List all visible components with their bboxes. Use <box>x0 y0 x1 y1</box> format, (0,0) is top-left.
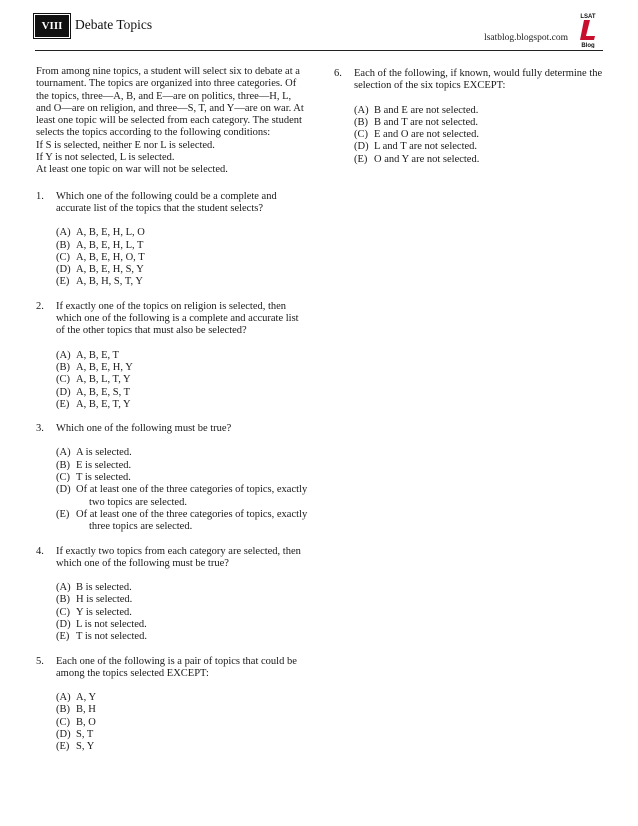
passage-text: From among nine topics, a student will select six to debate at a tournament. The topics are organized into three categories. Of the topics, three—A, B, and E—are on politics, three—H, L, and O—are on religion, and three—S, T, and Y—are on war. At least one topic will be selected from each category. The student selects the topics according to the following conditions: <box>36 66 304 139</box>
answer-choices <box>354 105 604 166</box>
choice-text: E is selected. <box>76 459 132 471</box>
svg-text:LSAT: LSAT <box>580 14 596 20</box>
answer-choices <box>56 227 308 288</box>
choice-letter: (C) <box>56 374 70 386</box>
choice-letter: (D) <box>56 729 71 741</box>
answer-choice[interactable] <box>56 704 308 716</box>
condition-2: If Y is not selected, L is selected. <box>36 152 175 164</box>
choice-letter: (B) <box>56 361 70 373</box>
answer-choice[interactable] <box>56 374 308 386</box>
passage <box>36 66 308 177</box>
answer-choice[interactable] <box>56 619 308 631</box>
choice-letter: (B) <box>56 239 70 251</box>
svg-text:Blog: Blog <box>581 43 595 48</box>
choice-letter: (A) <box>354 104 369 116</box>
choice-letter: (E) <box>56 276 70 288</box>
page-title: Debate Topics <box>75 17 153 32</box>
answer-choice[interactable] <box>56 387 308 399</box>
answer-choices <box>56 350 308 411</box>
choice-text: L and T are not selected. <box>374 141 478 153</box>
choice-letter: (E) <box>56 398 70 410</box>
header-divider <box>35 50 603 51</box>
choice-text: B, O <box>76 716 96 728</box>
choice-text: L is not selected. <box>76 618 147 630</box>
answer-choice[interactable] <box>56 399 308 411</box>
choice-text: O and Y are not selected. <box>374 153 480 165</box>
answer-choices <box>56 447 308 533</box>
answer-choice[interactable] <box>56 252 308 264</box>
choice-text: A, B, E, H, S, Y <box>76 264 144 276</box>
choice-letter: (E) <box>56 508 70 520</box>
choice-text: S, T <box>76 729 94 741</box>
condition-3: At least one topic on war will not be selected. <box>36 164 228 176</box>
question-stem: Which one of the following must be true? <box>56 423 232 435</box>
choice-letter: (D) <box>56 264 71 276</box>
question-stem: Which one of the following could be a complete and accurate list of the topics that the student selects? <box>56 190 277 214</box>
section-number-badge: VIII <box>35 15 69 37</box>
question-2 <box>36 301 308 411</box>
choice-text: B is selected. <box>76 582 132 594</box>
choice-letter: (C) <box>56 716 70 728</box>
choice-text: S, Y <box>76 741 95 753</box>
question-stem: If exactly one of the topics on religion is selected, then which one of the following is a complete and accurate list of the other topics that must also be selected? <box>56 300 299 337</box>
choice-text: A, B, E, S, T <box>76 386 131 398</box>
choice-text: A, B, E, T <box>76 349 119 361</box>
answer-choice[interactable] <box>56 460 308 472</box>
choice-text: A, B, L, T, Y <box>76 374 131 386</box>
choice-text: A, B, E, H, Y <box>76 361 133 373</box>
question-number: 4. <box>36 545 44 557</box>
question-number: 5. <box>36 655 44 667</box>
choice-text: T is not selected. <box>76 631 147 643</box>
choice-letter: (C) <box>56 606 70 618</box>
choice-text: A, B, H, S, T, Y <box>76 276 143 288</box>
choice-letter: (C) <box>354 129 368 141</box>
condition-1: If S is selected, neither E nor L is selected. <box>36 139 215 151</box>
right-column <box>334 66 604 166</box>
answer-choice[interactable] <box>56 227 308 239</box>
question-stem: Each one of the following is a pair of topics that could be among the topics selected EXCEPT: <box>56 655 297 679</box>
question-6 <box>334 68 604 166</box>
answer-choice[interactable] <box>56 607 308 619</box>
answer-choice[interactable] <box>56 447 308 459</box>
choice-letter: (A) <box>56 349 71 361</box>
choice-letter: (D) <box>354 141 369 153</box>
choice-letter: (D) <box>56 484 71 496</box>
answer-choice[interactable] <box>56 741 308 753</box>
choice-letter: (B) <box>56 704 70 716</box>
choice-letter: (A) <box>56 447 71 459</box>
choice-text-line: Of at least one of the three categories of topics, exactly <box>76 484 308 496</box>
choice-letter: (D) <box>56 386 71 398</box>
question-number: 2. <box>36 300 44 312</box>
answer-choice[interactable] <box>354 154 604 166</box>
choice-text: Y is selected. <box>76 606 132 618</box>
choice-text: B and E are not selected. <box>374 104 479 116</box>
answer-choice[interactable] <box>56 729 308 741</box>
question-stem: If exactly two topics from each category are selected, then which one of the following must be true? <box>56 545 301 569</box>
answer-choice[interactable] <box>56 717 308 729</box>
choice-text <box>76 509 308 534</box>
choice-text-continuation: three topics are selected. <box>89 521 193 533</box>
choice-letter: (A) <box>56 227 71 239</box>
choice-text <box>76 484 308 509</box>
choice-letter: (A) <box>56 582 71 594</box>
answer-choice[interactable] <box>56 484 308 509</box>
question-3 <box>36 423 308 533</box>
choice-letter: (A) <box>56 692 71 704</box>
answer-choice[interactable] <box>354 129 604 141</box>
choice-letter: (C) <box>56 251 70 263</box>
choice-text: A, Y <box>76 692 97 704</box>
choice-text-continuation: two topics are selected. <box>89 496 187 508</box>
choice-letter: (B) <box>56 594 70 606</box>
left-column <box>36 66 308 754</box>
lsat-blog-logo <box>575 12 601 48</box>
question-number: 1. <box>36 190 44 202</box>
question-5 <box>36 656 308 754</box>
answer-choice[interactable] <box>56 264 308 276</box>
choice-letter: (C) <box>56 472 70 484</box>
answer-choice[interactable] <box>56 631 308 643</box>
choice-text-line: Of at least one of the three categories of topics, exactly <box>76 508 308 520</box>
question-number: 6. <box>334 68 342 79</box>
choice-letter: (E) <box>354 153 368 165</box>
answer-choice[interactable] <box>354 117 604 129</box>
choice-text: A is selected. <box>76 447 132 459</box>
question-number: 3. <box>36 423 44 435</box>
answer-choice[interactable] <box>56 276 308 288</box>
answer-choice[interactable] <box>354 105 604 117</box>
choice-letter: (D) <box>56 618 71 630</box>
choice-text: T is selected. <box>76 472 131 484</box>
choice-text: H is selected. <box>76 594 133 606</box>
answer-choice[interactable] <box>56 472 308 484</box>
answer-choice[interactable] <box>56 362 308 374</box>
choice-letter: (E) <box>56 631 70 643</box>
question-stem: Each of the following, if known, would fully determine the selection of the six topics EXCEPT: <box>354 68 603 92</box>
answer-choice[interactable] <box>56 509 308 534</box>
choice-text: B and T are not selected. <box>374 116 478 128</box>
blog-url[interactable]: lsatblog.blogspot.com <box>484 33 568 43</box>
answer-choices <box>56 692 308 753</box>
answer-choice[interactable] <box>354 141 604 153</box>
answer-choice[interactable] <box>56 582 308 594</box>
choice-letter: (B) <box>354 116 368 128</box>
question-1 <box>36 191 308 289</box>
choice-letter: (E) <box>56 741 70 753</box>
answer-choice[interactable] <box>56 350 308 362</box>
choice-letter: (B) <box>56 459 70 471</box>
answer-choices <box>56 582 308 643</box>
choice-text: A, B, E, T, Y <box>76 398 131 410</box>
choice-text: A, B, E, H, O, T <box>76 251 145 263</box>
choice-text: E and O are not selected. <box>374 129 479 141</box>
choice-text: A, B, E, H, L, O <box>76 227 145 239</box>
choice-text: A, B, E, H, L, T <box>76 239 144 251</box>
answer-choice[interactable] <box>56 594 308 606</box>
answer-choice[interactable] <box>56 240 308 252</box>
question-4 <box>36 546 308 644</box>
choice-text: B, H <box>76 704 96 716</box>
answer-choice[interactable] <box>56 692 308 704</box>
